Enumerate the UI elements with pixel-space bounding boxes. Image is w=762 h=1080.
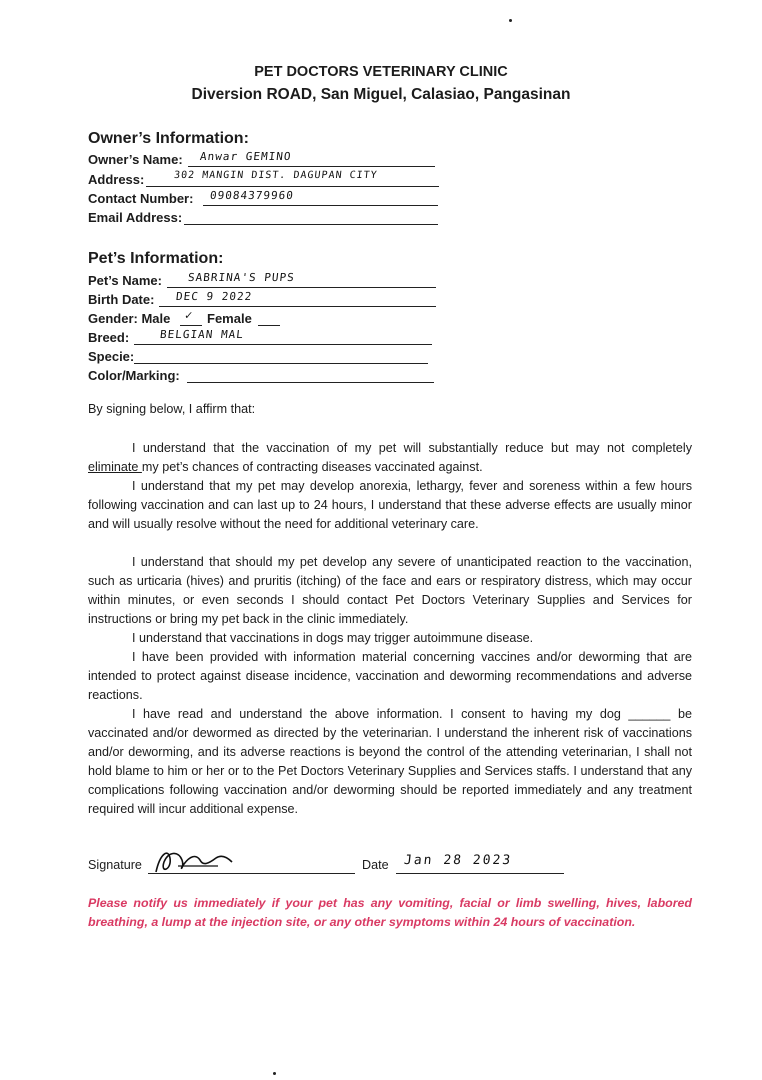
paragraph-side-effects: I understand that my pet may develop anorexia, lethargy, fever and soreness within a few hours following vaccination and can last up to 24 hours, I understand that these adverse effects are usually minor and will usually resolve without the need for additional veterinary care. <box>88 479 692 531</box>
email-address-label: Email Address: <box>88 210 183 225</box>
contact-number-label: Contact Number: <box>88 191 194 206</box>
clinic-name: PET DOCTORS VETERINARY CLINIC <box>254 64 508 80</box>
gender-male-check[interactable]: ✓ <box>184 308 194 322</box>
gender-female-line[interactable] <box>258 325 280 326</box>
gender-male-line <box>180 325 202 326</box>
owner-address-line <box>146 186 439 187</box>
color-marking-line[interactable] <box>187 382 434 383</box>
pet-section-title: Pet’s Information: <box>88 250 224 267</box>
signature-scribble <box>148 844 248 878</box>
signature-label: Signature <box>88 858 142 872</box>
paragraph-vaccination-effect: I understand that the vaccination of my pet will substantially reduce but may not completely eliminate my pet’s chances of contracting diseases vaccinated against. <box>88 441 692 474</box>
pet-name-label: Pet’s Name: <box>88 273 162 288</box>
owner-section-title: Owner’s Information: <box>88 130 249 147</box>
specie-label: Specie: <box>88 349 135 364</box>
gender-female-label: Female <box>207 311 252 326</box>
owner-address-label: Address: <box>88 172 145 187</box>
paragraph-consent: I have read and understand the above information. I consent to having my dog ______ be vaccinated and/or dewormed as directed by the veterinarian. I understand the inherent risk of vaccinations and/or deworming, and its adverse reactions is beyond the control of the attending veterinarian, I shall not hold blame to him or her or to the Pet Doctors Veterinary Supplies and Services staffs. I understand that any complications following vaccination and/or deworming should be reported immediately and any treatment required will incur additional expense. <box>88 707 692 816</box>
specie-line[interactable] <box>134 363 428 364</box>
birth-date-label: Birth Date: <box>88 292 155 307</box>
birth-date-field[interactable]: DEC 9 2022 <box>175 290 253 303</box>
date-field[interactable]: Jan 28 2023 <box>403 853 513 868</box>
breed-line <box>134 344 432 345</box>
breed-label: Breed: <box>88 330 130 345</box>
gender-male-label: Gender: Male <box>88 311 171 326</box>
paragraph-information-material: I have been provided with information material concerning vaccines and/or deworming that are intended to protect against disease incidence, vaccination and deworming recommendations and adverse reactions. <box>88 650 692 702</box>
pet-name-field[interactable]: SABRINA'S PUPS <box>187 271 296 284</box>
paragraph-autoimmune: I understand that vaccinations in dogs may trigger autoimmune disease. <box>132 631 534 645</box>
contact-number-line <box>203 205 438 206</box>
breed-field[interactable]: BELGIAN MAL <box>159 328 245 341</box>
scan-dot <box>509 19 512 22</box>
paragraph-severe-reaction: I understand that should my pet develop any severe of unanticipated reaction to the vaccination, such as urticaria (hives) and pruritis (itching) of the face and ears or respiratory distress, which may occur within minutes, or even seconds I should contact Pet Doctors Veterinary Supplies and Services for instructions or bring my pet back in the clinic immediately. <box>88 555 692 626</box>
date-line <box>396 873 564 874</box>
email-address-line <box>184 224 438 225</box>
birth-date-line <box>159 306 436 307</box>
clinic-address: Diversion ROAD, San Miguel, Calasiao, Pangasinan <box>191 86 571 103</box>
owner-name-field[interactable]: Anwar GEMINO <box>199 150 293 163</box>
color-marking-label: Color/Marking: <box>88 368 180 383</box>
pet-name-line <box>167 287 436 288</box>
notify-notice: Please notify us immediately if your pet has any vomiting, facial or limb swelling, hives, labored breathing, a lump at the injection site, or any other symptoms within 24 hours of vaccination. <box>88 896 692 929</box>
owner-name-label: Owner’s Name: <box>88 152 183 167</box>
owner-name-line <box>188 166 435 167</box>
affirm-intro: By signing below, I affirm that: <box>88 402 256 416</box>
scan-dot <box>273 1072 276 1075</box>
date-label: Date <box>362 858 389 872</box>
owner-address-field[interactable]: 302 MANGIN DIST. DAGUPAN CITY <box>173 170 379 181</box>
contact-number-field[interactable]: 09084379960 <box>209 189 295 202</box>
